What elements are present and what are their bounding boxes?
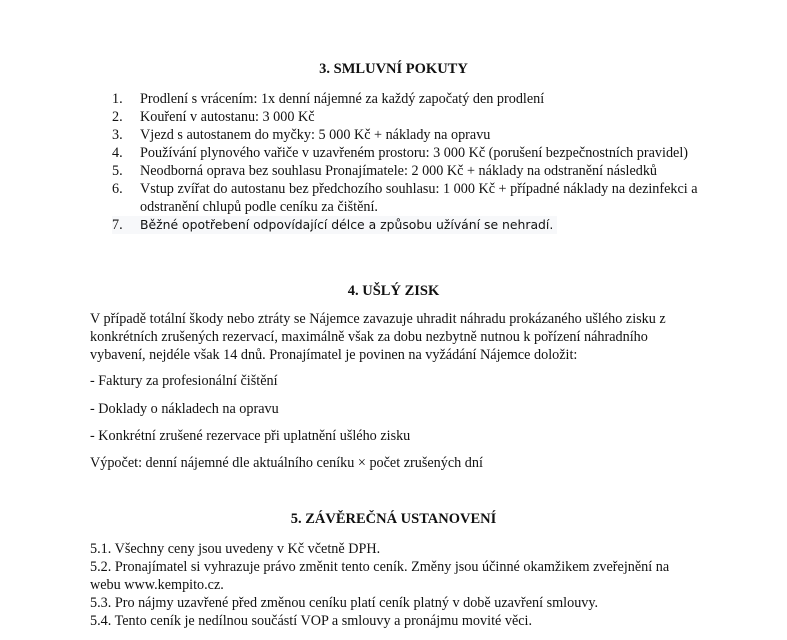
bullet-item: - Faktury za profesionální čištění	[90, 373, 278, 389]
section-3-heading: 3. SMLUVNÍ POKUTY	[319, 61, 468, 77]
list-item	[112, 90, 712, 108]
item-number: 5.	[112, 163, 123, 179]
section-5-heading: 5. ZÁVĚREČNÁ USTANOVENÍ	[290, 511, 497, 527]
item-text: Kouření v autostanu: 3 000 Kč	[140, 109, 315, 125]
list-item	[112, 126, 712, 144]
item-text: Prodlení s vrácením: 1x denní nájemné za každý započatý den prodlení	[140, 91, 545, 107]
item-number: 6.	[112, 181, 123, 197]
list-item	[112, 216, 557, 234]
penalties-list	[112, 90, 712, 234]
list-item	[112, 180, 712, 216]
list-item	[112, 144, 712, 162]
item-number: 1.	[112, 91, 123, 107]
item-number: 7.	[112, 217, 123, 233]
item-text: Vstup zvířat do autostanu bez předchozího souhlasu: 1 000 Kč + případné náklady na dezinfekci a odstranění chlupů podle ceníku za čištění.	[140, 181, 698, 215]
item-text: Neodborná oprava bez souhlasu Pronajímatele: 2 000 Kč + náklady na odstranění následků	[140, 163, 658, 179]
item-text: Běžné opotřebení odpovídající délce a způsobu užívání se nehradí.	[140, 217, 554, 232]
list-item	[112, 108, 712, 126]
bullet-item: - Konkrétní zrušené rezervace při uplatnění ušlého zisku	[90, 428, 411, 444]
section-4-heading: 4. UŠLÝ ZISK	[347, 283, 440, 299]
clause: 5.3. Pro nájmy uzavřené před změnou ceníku platí ceník platný v době uzavření smlouvy.	[90, 595, 599, 611]
item-number: 3.	[112, 127, 123, 143]
calculation-text: Výpočet: denní nájemné dle aktuálního ceníku × počet zrušených dní	[90, 455, 483, 471]
item-text: Používání plynového vařiče v uzavřeném prostoru: 3 000 Kč (porušení bezpečnostních pravidel)	[140, 145, 689, 161]
clause: 5.1. Všechny ceny jsou uvedeny v Kč včetně DPH.	[90, 541, 381, 557]
item-text: Vjezd s autostanem do myčky: 5 000 Kč + náklady na opravu	[140, 127, 491, 143]
lost-profit-paragraph: V případě totální škody nebo ztráty se Nájemce zavazuje uhradit náhradu prokázaného ušlého zisku z konkrétních zrušených rezervací, maximálně však za dobu nezbytně nutnou k pořízení náhradního vybavení, nejdéle však 14 dnů. Pronajímatel je povinen na vyžádání Nájemce doložit:	[90, 311, 666, 363]
clause: 5.4. Tento ceník je nedílnou součástí VOP a smlouvy a pronájmu movité věci.	[90, 613, 533, 629]
bullet-item: - Doklady o nákladech na opravu	[90, 401, 279, 417]
clause: 5.2. Pronajímatel si vyhrazuje právo změnit tento ceník. Změny jsou účinné okamžikem zveřejnění na webu www.kempito.cz.	[90, 559, 670, 593]
item-number: 4.	[112, 145, 123, 161]
list-item	[112, 162, 712, 180]
item-number: 2.	[112, 109, 123, 125]
